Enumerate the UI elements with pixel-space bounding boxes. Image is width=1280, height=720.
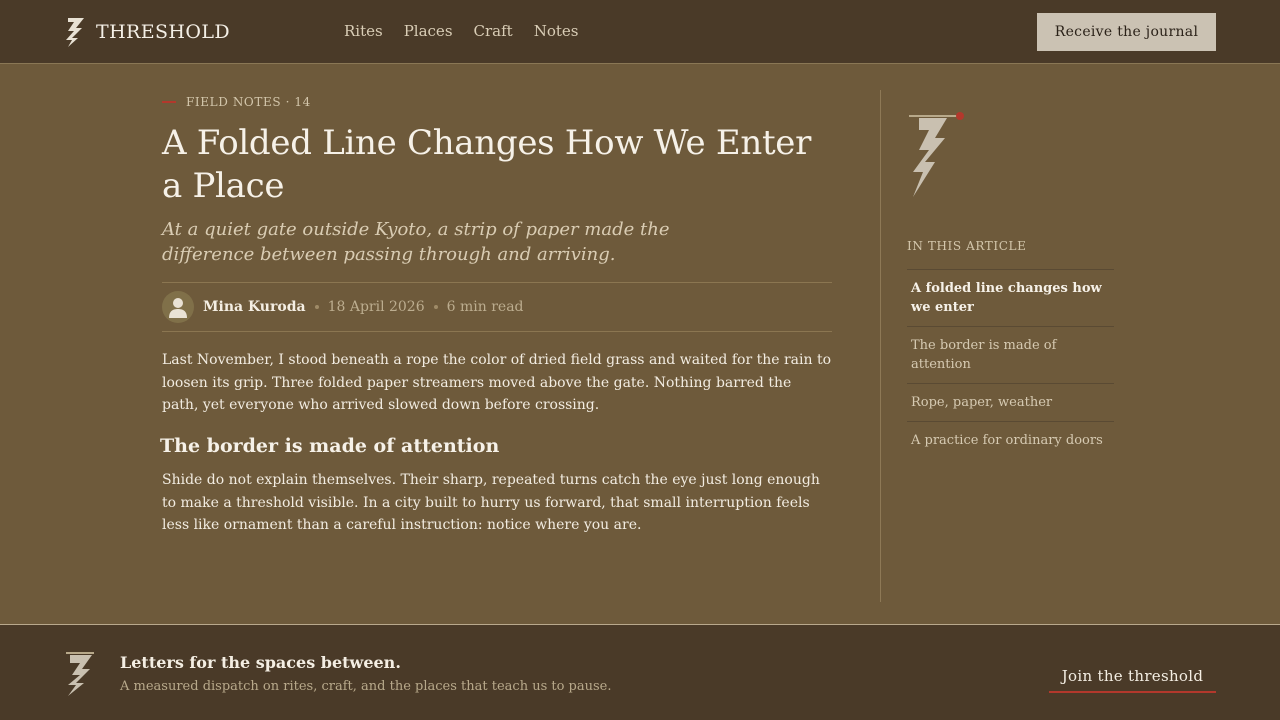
kicker-rule	[162, 101, 176, 103]
site-header	[0, 0, 1280, 64]
person-icon	[162, 291, 194, 323]
shide-lightning-icon	[907, 110, 967, 200]
sidebar-divider	[880, 90, 881, 602]
nav-link-notes[interactable]: Notes	[533, 22, 579, 40]
article-dek: At a quiet gate outside Kyoto, a strip of paper made the difference between passing through and arriving.	[162, 219, 670, 265]
shide-lightning-icon	[66, 17, 86, 47]
article-paragraph: Last November, I stood beneath a rope the color of dried field grass and waited for the rain to loosen its grip. Three folded paper streamers moved above the gate. Nothing barred the path, yet everyone who arrived slowed down before crossing.	[162, 352, 832, 413]
meta-separator	[315, 305, 319, 309]
article-paragraph: Shide do not explain themselves. Their sharp, repeated turns catch the eye just long enough to make a threshold visible. In a city built to hurry us forward, that small interruption feels less like ornament than a careful instruction: notice where you are.	[162, 472, 820, 533]
author-avatar	[162, 291, 194, 323]
toc-heading: IN THIS ARTICLE	[907, 239, 1027, 253]
toc-item[interactable]: The border is made of attention	[907, 326, 1114, 383]
brand-name: THRESHOLD	[96, 21, 231, 43]
read-time: 6 min read	[446, 299, 524, 315]
join-threshold-button[interactable]: Join the threshold	[1049, 661, 1216, 693]
article-kicker	[162, 94, 311, 110]
footer-title: Letters for the spaces between.	[120, 653, 401, 672]
article-title: A Folded Line Changes How We Enter a Place	[162, 123, 812, 206]
meta-separator	[434, 305, 438, 309]
toc-item[interactable]: A folded line changes how we enter	[907, 269, 1114, 326]
footer-subtitle: A measured dispatch on rites, craft, and the places that teach us to pause.	[120, 679, 612, 694]
main-nav	[344, 22, 578, 40]
shide-lightning-icon	[66, 651, 94, 697]
toc-item[interactable]: A practice for ordinary doors	[907, 421, 1114, 459]
nav-link-places[interactable]: Places	[403, 22, 453, 40]
table-of-contents	[907, 269, 1114, 459]
receive-journal-button[interactable]: Receive the journal	[1037, 13, 1216, 51]
publish-date: 18 April 2026	[327, 299, 425, 315]
article-byline	[162, 282, 832, 332]
brand-logo[interactable]	[66, 17, 230, 47]
nav-link-rites[interactable]: Rites	[344, 22, 383, 40]
author-name[interactable]: Mina Kuroda	[203, 299, 306, 315]
kicker-label: FIELD NOTES · 14	[186, 95, 311, 109]
article-subhead: The border is made of attention	[160, 435, 500, 457]
site-footer	[0, 624, 1280, 720]
toc-item[interactable]: Rope, paper, weather	[907, 383, 1114, 421]
nav-link-craft[interactable]: Craft	[473, 22, 513, 40]
